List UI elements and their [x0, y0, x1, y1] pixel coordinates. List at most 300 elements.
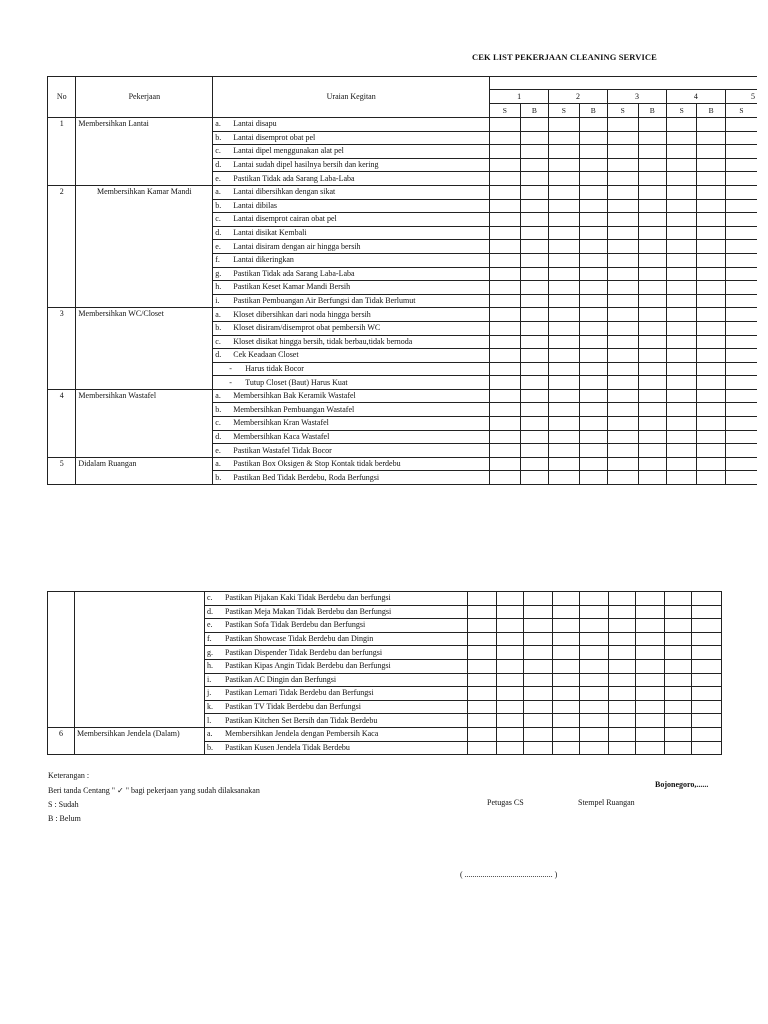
check-cell[interactable] — [607, 281, 638, 295]
check-cell[interactable] — [468, 619, 497, 633]
check-cell[interactable] — [524, 700, 553, 714]
check-cell[interactable] — [609, 714, 636, 728]
check-cell[interactable] — [607, 118, 638, 132]
check-cell[interactable] — [692, 659, 722, 673]
check-cell[interactable] — [579, 349, 607, 363]
check-cell[interactable] — [520, 335, 548, 349]
check-cell[interactable] — [725, 321, 757, 335]
check-cell[interactable] — [725, 294, 757, 308]
check-cell[interactable] — [692, 700, 722, 714]
check-cell[interactable] — [524, 592, 553, 606]
check-cell[interactable] — [490, 213, 521, 227]
check-cell[interactable] — [549, 417, 580, 431]
check-cell[interactable] — [607, 308, 638, 322]
check-cell[interactable] — [638, 240, 666, 254]
check-cell[interactable] — [579, 185, 607, 199]
check-cell[interactable] — [725, 267, 757, 281]
check-cell[interactable] — [549, 294, 580, 308]
check-cell[interactable] — [638, 471, 666, 485]
check-cell[interactable] — [520, 430, 548, 444]
check-cell[interactable] — [607, 226, 638, 240]
check-cell[interactable] — [666, 131, 697, 145]
check-cell[interactable] — [725, 199, 757, 213]
check-cell[interactable] — [725, 457, 757, 471]
check-cell[interactable] — [665, 646, 692, 660]
check-cell[interactable] — [638, 199, 666, 213]
check-cell[interactable] — [665, 714, 692, 728]
check-cell[interactable] — [553, 727, 580, 741]
check-cell[interactable] — [579, 457, 607, 471]
check-cell[interactable] — [553, 687, 580, 701]
check-cell[interactable] — [638, 253, 666, 267]
check-cell[interactable] — [468, 714, 497, 728]
check-cell[interactable] — [579, 376, 607, 390]
check-cell[interactable] — [609, 673, 636, 687]
check-cell[interactable] — [692, 727, 722, 741]
check-cell[interactable] — [468, 632, 497, 646]
check-cell[interactable] — [697, 118, 725, 132]
check-cell[interactable] — [497, 673, 524, 687]
check-cell[interactable] — [553, 592, 580, 606]
check-cell[interactable] — [697, 131, 725, 145]
check-cell[interactable] — [490, 389, 521, 403]
check-cell[interactable] — [579, 213, 607, 227]
check-cell[interactable] — [549, 349, 580, 363]
check-cell[interactable] — [579, 403, 607, 417]
check-cell[interactable] — [666, 145, 697, 159]
check-cell[interactable] — [725, 471, 757, 485]
check-cell[interactable] — [666, 403, 697, 417]
check-cell[interactable] — [636, 592, 665, 606]
check-cell[interactable] — [636, 619, 665, 633]
check-cell[interactable] — [524, 659, 553, 673]
check-cell[interactable] — [697, 240, 725, 254]
check-cell[interactable] — [638, 118, 666, 132]
check-cell[interactable] — [490, 199, 521, 213]
check-cell[interactable] — [609, 741, 636, 755]
check-cell[interactable] — [468, 673, 497, 687]
check-cell[interactable] — [638, 389, 666, 403]
check-cell[interactable] — [725, 131, 757, 145]
check-cell[interactable] — [666, 226, 697, 240]
check-cell[interactable] — [666, 267, 697, 281]
check-cell[interactable] — [697, 444, 725, 458]
check-cell[interactable] — [579, 308, 607, 322]
check-cell[interactable] — [638, 335, 666, 349]
check-cell[interactable] — [725, 172, 757, 186]
check-cell[interactable] — [580, 741, 609, 755]
check-cell[interactable] — [468, 687, 497, 701]
check-cell[interactable] — [524, 673, 553, 687]
check-cell[interactable] — [579, 199, 607, 213]
check-cell[interactable] — [725, 417, 757, 431]
check-cell[interactable] — [520, 308, 548, 322]
check-cell[interactable] — [666, 199, 697, 213]
check-cell[interactable] — [607, 158, 638, 172]
check-cell[interactable] — [665, 659, 692, 673]
check-cell[interactable] — [579, 389, 607, 403]
check-cell[interactable] — [524, 605, 553, 619]
check-cell[interactable] — [697, 267, 725, 281]
check-cell[interactable] — [697, 281, 725, 295]
check-cell[interactable] — [579, 118, 607, 132]
check-cell[interactable] — [666, 185, 697, 199]
check-cell[interactable] — [490, 457, 521, 471]
check-cell[interactable] — [520, 362, 548, 376]
check-cell[interactable] — [725, 389, 757, 403]
check-cell[interactable] — [490, 185, 521, 199]
check-cell[interactable] — [553, 632, 580, 646]
check-cell[interactable] — [692, 687, 722, 701]
check-cell[interactable] — [490, 253, 521, 267]
check-cell[interactable] — [697, 417, 725, 431]
check-cell[interactable] — [609, 632, 636, 646]
check-cell[interactable] — [638, 308, 666, 322]
check-cell[interactable] — [697, 362, 725, 376]
check-cell[interactable] — [549, 118, 580, 132]
check-cell[interactable] — [490, 362, 521, 376]
check-cell[interactable] — [665, 619, 692, 633]
check-cell[interactable] — [666, 417, 697, 431]
check-cell[interactable] — [580, 687, 609, 701]
check-cell[interactable] — [553, 659, 580, 673]
check-cell[interactable] — [553, 741, 580, 755]
check-cell[interactable] — [609, 605, 636, 619]
check-cell[interactable] — [638, 417, 666, 431]
check-cell[interactable] — [580, 592, 609, 606]
check-cell[interactable] — [638, 145, 666, 159]
check-cell[interactable] — [607, 457, 638, 471]
check-cell[interactable] — [579, 430, 607, 444]
check-cell[interactable] — [490, 430, 521, 444]
check-cell[interactable] — [549, 158, 580, 172]
check-cell[interactable] — [549, 444, 580, 458]
check-cell[interactable] — [524, 632, 553, 646]
check-cell[interactable] — [549, 362, 580, 376]
check-cell[interactable] — [490, 240, 521, 254]
check-cell[interactable] — [553, 714, 580, 728]
check-cell[interactable] — [520, 403, 548, 417]
check-cell[interactable] — [520, 417, 548, 431]
check-cell[interactable] — [520, 172, 548, 186]
check-cell[interactable] — [725, 444, 757, 458]
check-cell[interactable] — [609, 659, 636, 673]
check-cell[interactable] — [579, 444, 607, 458]
check-cell[interactable] — [549, 185, 580, 199]
check-cell[interactable] — [665, 741, 692, 755]
check-cell[interactable] — [607, 253, 638, 267]
check-cell[interactable] — [636, 659, 665, 673]
check-cell[interactable] — [497, 605, 524, 619]
check-cell[interactable] — [666, 389, 697, 403]
check-cell[interactable] — [692, 714, 722, 728]
check-cell[interactable] — [549, 403, 580, 417]
check-cell[interactable] — [607, 185, 638, 199]
check-cell[interactable] — [697, 172, 725, 186]
check-cell[interactable] — [520, 471, 548, 485]
check-cell[interactable] — [636, 605, 665, 619]
check-cell[interactable] — [638, 131, 666, 145]
check-cell[interactable] — [638, 281, 666, 295]
check-cell[interactable] — [665, 687, 692, 701]
check-cell[interactable] — [497, 646, 524, 660]
check-cell[interactable] — [725, 253, 757, 267]
check-cell[interactable] — [579, 321, 607, 335]
check-cell[interactable] — [666, 240, 697, 254]
check-cell[interactable] — [692, 592, 722, 606]
check-cell[interactable] — [607, 430, 638, 444]
check-cell[interactable] — [549, 308, 580, 322]
check-cell[interactable] — [638, 403, 666, 417]
check-cell[interactable] — [692, 673, 722, 687]
check-cell[interactable] — [692, 741, 722, 755]
check-cell[interactable] — [490, 335, 521, 349]
check-cell[interactable] — [697, 471, 725, 485]
check-cell[interactable] — [609, 592, 636, 606]
check-cell[interactable] — [636, 700, 665, 714]
check-cell[interactable] — [549, 213, 580, 227]
check-cell[interactable] — [725, 145, 757, 159]
check-cell[interactable] — [579, 240, 607, 254]
check-cell[interactable] — [665, 727, 692, 741]
check-cell[interactable] — [497, 687, 524, 701]
check-cell[interactable] — [697, 199, 725, 213]
check-cell[interactable] — [638, 158, 666, 172]
check-cell[interactable] — [579, 172, 607, 186]
check-cell[interactable] — [725, 118, 757, 132]
check-cell[interactable] — [697, 349, 725, 363]
check-cell[interactable] — [697, 389, 725, 403]
check-cell[interactable] — [636, 687, 665, 701]
check-cell[interactable] — [609, 619, 636, 633]
check-cell[interactable] — [666, 362, 697, 376]
check-cell[interactable] — [638, 362, 666, 376]
check-cell[interactable] — [725, 281, 757, 295]
check-cell[interactable] — [697, 158, 725, 172]
check-cell[interactable] — [490, 308, 521, 322]
check-cell[interactable] — [666, 430, 697, 444]
check-cell[interactable] — [666, 376, 697, 390]
check-cell[interactable] — [490, 294, 521, 308]
check-cell[interactable] — [524, 727, 553, 741]
check-cell[interactable] — [468, 741, 497, 755]
check-cell[interactable] — [697, 430, 725, 444]
check-cell[interactable] — [520, 199, 548, 213]
check-cell[interactable] — [490, 158, 521, 172]
check-cell[interactable] — [636, 727, 665, 741]
check-cell[interactable] — [549, 389, 580, 403]
check-cell[interactable] — [665, 700, 692, 714]
check-cell[interactable] — [490, 403, 521, 417]
check-cell[interactable] — [579, 281, 607, 295]
check-cell[interactable] — [497, 659, 524, 673]
check-cell[interactable] — [549, 131, 580, 145]
check-cell[interactable] — [579, 267, 607, 281]
check-cell[interactable] — [468, 659, 497, 673]
check-cell[interactable] — [666, 253, 697, 267]
check-cell[interactable] — [520, 281, 548, 295]
check-cell[interactable] — [520, 349, 548, 363]
check-cell[interactable] — [665, 605, 692, 619]
check-cell[interactable] — [609, 687, 636, 701]
check-cell[interactable] — [666, 457, 697, 471]
check-cell[interactable] — [520, 131, 548, 145]
check-cell[interactable] — [666, 118, 697, 132]
check-cell[interactable] — [636, 741, 665, 755]
check-cell[interactable] — [579, 471, 607, 485]
check-cell[interactable] — [638, 267, 666, 281]
check-cell[interactable] — [638, 226, 666, 240]
check-cell[interactable] — [524, 619, 553, 633]
check-cell[interactable] — [638, 349, 666, 363]
check-cell[interactable] — [553, 605, 580, 619]
check-cell[interactable] — [579, 362, 607, 376]
check-cell[interactable] — [490, 145, 521, 159]
check-cell[interactable] — [697, 457, 725, 471]
check-cell[interactable] — [692, 619, 722, 633]
check-cell[interactable] — [666, 281, 697, 295]
check-cell[interactable] — [520, 118, 548, 132]
check-cell[interactable] — [607, 172, 638, 186]
check-cell[interactable] — [490, 267, 521, 281]
check-cell[interactable] — [490, 321, 521, 335]
check-cell[interactable] — [520, 457, 548, 471]
check-cell[interactable] — [607, 131, 638, 145]
check-cell[interactable] — [638, 444, 666, 458]
check-cell[interactable] — [549, 226, 580, 240]
check-cell[interactable] — [549, 199, 580, 213]
check-cell[interactable] — [607, 403, 638, 417]
check-cell[interactable] — [666, 213, 697, 227]
check-cell[interactable] — [666, 172, 697, 186]
check-cell[interactable] — [666, 158, 697, 172]
check-cell[interactable] — [497, 741, 524, 755]
check-cell[interactable] — [638, 294, 666, 308]
check-cell[interactable] — [725, 240, 757, 254]
check-cell[interactable] — [666, 444, 697, 458]
check-cell[interactable] — [520, 240, 548, 254]
check-cell[interactable] — [520, 321, 548, 335]
check-cell[interactable] — [607, 294, 638, 308]
check-cell[interactable] — [697, 185, 725, 199]
check-cell[interactable] — [725, 349, 757, 363]
check-cell[interactable] — [549, 267, 580, 281]
check-cell[interactable] — [725, 362, 757, 376]
check-cell[interactable] — [607, 376, 638, 390]
check-cell[interactable] — [490, 118, 521, 132]
check-cell[interactable] — [609, 646, 636, 660]
check-cell[interactable] — [520, 213, 548, 227]
check-cell[interactable] — [524, 714, 553, 728]
check-cell[interactable] — [497, 727, 524, 741]
check-cell[interactable] — [638, 321, 666, 335]
check-cell[interactable] — [580, 646, 609, 660]
check-cell[interactable] — [497, 619, 524, 633]
check-cell[interactable] — [725, 403, 757, 417]
check-cell[interactable] — [549, 376, 580, 390]
check-cell[interactable] — [666, 321, 697, 335]
check-cell[interactable] — [579, 335, 607, 349]
check-cell[interactable] — [490, 471, 521, 485]
check-cell[interactable] — [638, 430, 666, 444]
check-cell[interactable] — [579, 145, 607, 159]
check-cell[interactable] — [468, 605, 497, 619]
check-cell[interactable] — [553, 646, 580, 660]
check-cell[interactable] — [579, 226, 607, 240]
check-cell[interactable] — [549, 321, 580, 335]
check-cell[interactable] — [607, 321, 638, 335]
check-cell[interactable] — [580, 700, 609, 714]
check-cell[interactable] — [490, 281, 521, 295]
check-cell[interactable] — [579, 294, 607, 308]
check-cell[interactable] — [553, 673, 580, 687]
check-cell[interactable] — [549, 240, 580, 254]
check-cell[interactable] — [725, 185, 757, 199]
check-cell[interactable] — [580, 714, 609, 728]
check-cell[interactable] — [692, 646, 722, 660]
check-cell[interactable] — [520, 226, 548, 240]
check-cell[interactable] — [497, 632, 524, 646]
check-cell[interactable] — [697, 145, 725, 159]
check-cell[interactable] — [490, 417, 521, 431]
check-cell[interactable] — [725, 226, 757, 240]
check-cell[interactable] — [638, 213, 666, 227]
check-cell[interactable] — [580, 619, 609, 633]
check-cell[interactable] — [697, 321, 725, 335]
check-cell[interactable] — [607, 335, 638, 349]
check-cell[interactable] — [549, 335, 580, 349]
check-cell[interactable] — [580, 659, 609, 673]
check-cell[interactable] — [490, 444, 521, 458]
check-cell[interactable] — [468, 646, 497, 660]
check-cell[interactable] — [580, 727, 609, 741]
check-cell[interactable] — [579, 158, 607, 172]
check-cell[interactable] — [468, 727, 497, 741]
check-cell[interactable] — [666, 294, 697, 308]
check-cell[interactable] — [725, 308, 757, 322]
check-cell[interactable] — [725, 335, 757, 349]
check-cell[interactable] — [607, 417, 638, 431]
check-cell[interactable] — [638, 376, 666, 390]
check-cell[interactable] — [636, 646, 665, 660]
check-cell[interactable] — [520, 185, 548, 199]
check-cell[interactable] — [490, 349, 521, 363]
check-cell[interactable] — [636, 673, 665, 687]
check-cell[interactable] — [607, 145, 638, 159]
check-cell[interactable] — [468, 592, 497, 606]
check-cell[interactable] — [549, 471, 580, 485]
check-cell[interactable] — [692, 632, 722, 646]
check-cell[interactable] — [697, 335, 725, 349]
check-cell[interactable] — [520, 145, 548, 159]
check-cell[interactable] — [607, 362, 638, 376]
check-cell[interactable] — [580, 605, 609, 619]
check-cell[interactable] — [520, 158, 548, 172]
check-cell[interactable] — [666, 308, 697, 322]
check-cell[interactable] — [490, 226, 521, 240]
check-cell[interactable] — [638, 457, 666, 471]
check-cell[interactable] — [697, 253, 725, 267]
check-cell[interactable] — [580, 632, 609, 646]
check-cell[interactable] — [549, 145, 580, 159]
check-cell[interactable] — [549, 253, 580, 267]
check-cell[interactable] — [520, 267, 548, 281]
check-cell[interactable] — [497, 714, 524, 728]
check-cell[interactable] — [697, 308, 725, 322]
check-cell[interactable] — [607, 389, 638, 403]
check-cell[interactable] — [553, 619, 580, 633]
check-cell[interactable] — [579, 417, 607, 431]
